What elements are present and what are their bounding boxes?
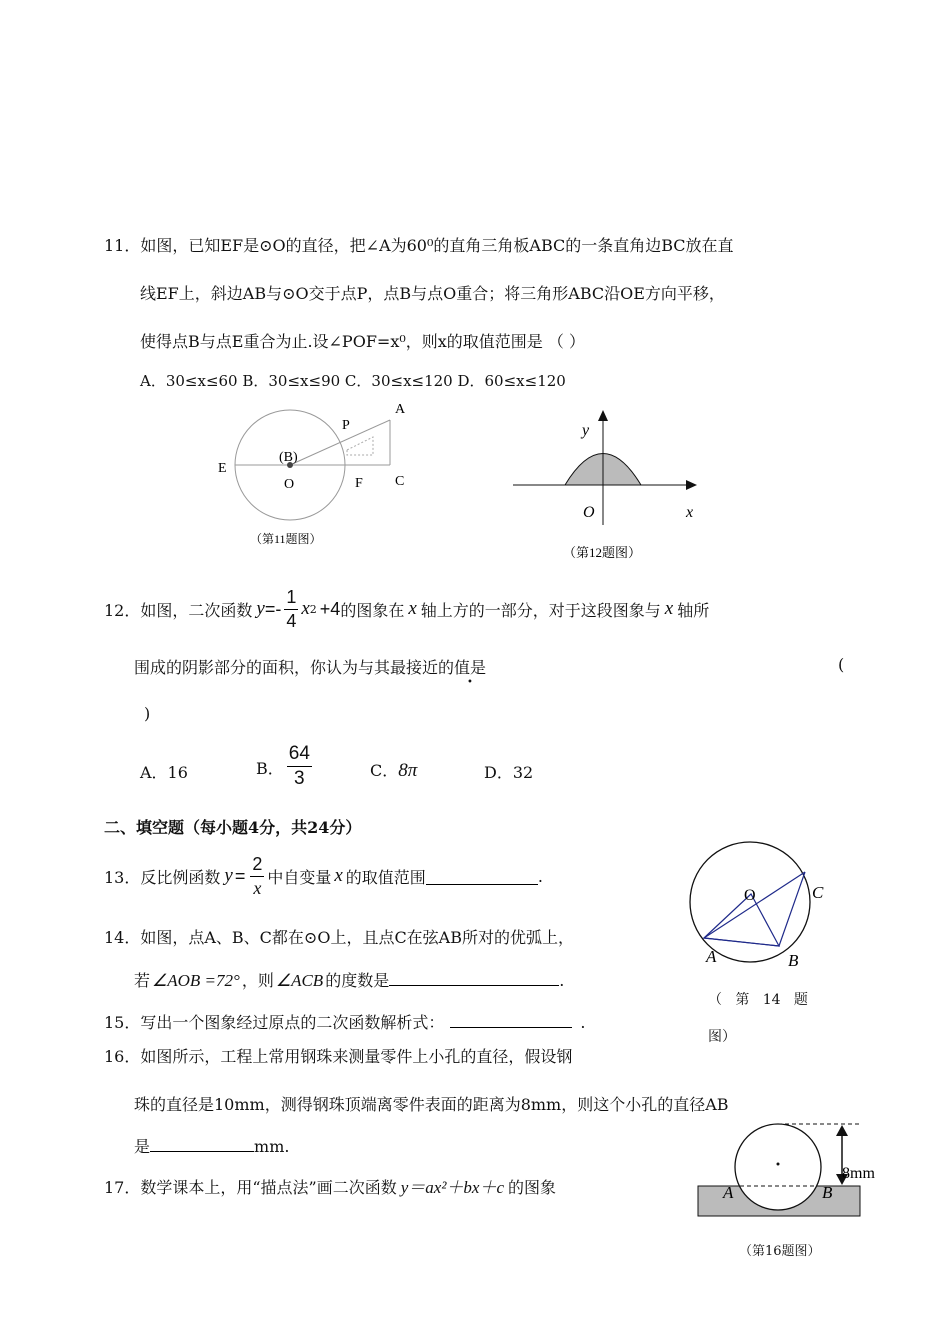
q12-frac-num: 1 xyxy=(284,586,298,610)
q14-angle-aob: ∠AOB =72° xyxy=(152,971,240,990)
q12-mid: 的图象在 xyxy=(340,600,405,620)
q12-opt-c: C． xyxy=(370,761,399,780)
q13-answer-blank[interactable] xyxy=(426,868,538,885)
q14-chord-ac xyxy=(704,872,805,938)
q15-line xyxy=(104,1010,585,1033)
q16-figure xyxy=(690,1118,890,1223)
q14-mid: ，则 xyxy=(241,971,274,990)
q16-line2: 珠的直径是10mm，测得钢珠顶端离零件表面的距离为8mm，则这个小孔的直径AB xyxy=(134,1095,729,1114)
q12-emphasis-dot: • xyxy=(467,677,473,688)
q16-label-b: B xyxy=(822,1183,833,1202)
q16-caption: （第16题图） xyxy=(739,1244,821,1259)
q12-label-y: y xyxy=(582,422,590,439)
q14-pre: 若 xyxy=(134,971,151,990)
q11-figure xyxy=(205,395,425,555)
q14-line1: 14．如图，点A、B、C都在⊙O上，且点C在弦AB所对的优弧上， xyxy=(104,928,574,947)
q14-period: . xyxy=(559,971,565,990)
q12-plus4: +4 xyxy=(319,598,341,619)
q12-figure xyxy=(505,405,710,565)
q13-line xyxy=(104,853,543,899)
q16-answer-blank[interactable] xyxy=(150,1137,254,1152)
q11-options: A．30≤x≤60 B．30≤x≤90 C．30≤x≤120 D．60≤x≤120 xyxy=(140,372,566,390)
q15-text: 15．写出一个图象经过原点的二次函数解析式： xyxy=(104,1013,445,1032)
q12-x-axis2: x xyxy=(664,598,674,619)
q13-fraction xyxy=(250,853,264,899)
q12-paren-open: ( xyxy=(838,655,845,674)
q14-label-b: B xyxy=(788,951,799,970)
q12-sup: 2 xyxy=(309,602,317,616)
q12-x: x xyxy=(301,598,310,619)
q12-line2: 围成的阴影部分的面积，你认为与其最接近的值是 xyxy=(134,658,487,677)
q11-line3: 使得点B与点E重合为止.设∠POF=x⁰，则x的取值范围是 （ ） xyxy=(140,332,585,351)
section2-heading: 二、填空题（每小题4分，共24分） xyxy=(104,818,362,837)
q12-opt-c-wrap xyxy=(370,758,417,782)
q12-line1 xyxy=(104,586,709,632)
q11-dashed-rect xyxy=(347,437,373,455)
q14-figure xyxy=(680,832,840,987)
q12-opt-a: A．16 xyxy=(140,763,188,782)
q14-caption-1: （ 第 14 题 xyxy=(708,992,808,1008)
q12-prefix: 12．如图，二次函数 xyxy=(104,600,253,620)
q12-opt-b-num: 64 xyxy=(287,742,312,767)
q14-chord-ab xyxy=(704,938,779,946)
q11-caption: （第11题图） xyxy=(250,532,322,546)
q13-den: x xyxy=(253,877,262,898)
q14-label-a: A xyxy=(706,947,717,966)
q17-line xyxy=(104,1173,556,1198)
q14-line2 xyxy=(134,968,564,991)
q12-y: y xyxy=(256,598,265,619)
q12-label-o: O xyxy=(583,504,595,521)
q14-label-o: O xyxy=(744,887,756,904)
q16-line3 xyxy=(134,1134,289,1157)
q12-opt-b-wrap xyxy=(256,742,315,791)
q11-line1: 11．如图，已知EF是⊙O的直径，把∠A为60⁰的直角三角板ABC的一条直角边BC放在直 xyxy=(104,236,734,255)
q14-caption-2: 图） xyxy=(708,1029,736,1045)
q12-opt-b-den: 3 xyxy=(294,767,305,789)
q11-label-p: P xyxy=(342,418,350,433)
q12-frac-den: 4 xyxy=(286,610,297,631)
q17-end: 的图象 xyxy=(508,1178,557,1197)
q15-period: . xyxy=(580,1013,586,1032)
q13-period: . xyxy=(537,866,543,886)
q17-prefix: 17．数学课本上，用“描点法”画二次函数 xyxy=(104,1178,397,1197)
q13-x: x xyxy=(334,865,343,886)
q12-x-axis1: x xyxy=(408,598,417,619)
q16-ball xyxy=(735,1124,821,1210)
q12-y-arrow xyxy=(598,410,608,421)
q13-y: y xyxy=(224,865,233,886)
q14-angle-acb: ∠ACB xyxy=(275,971,324,990)
q13-num: 2 xyxy=(250,853,264,877)
q14-answer-blank[interactable] xyxy=(389,971,559,986)
q11-line2: 线EF上，斜边AB与⊙O交于点P，点B与点O重合；将三角形ABC沿OE方向平移， xyxy=(140,284,725,303)
q13-eq: = xyxy=(234,865,246,886)
q12-mid2: 轴上方的一部分，对于这段图象与 xyxy=(420,600,661,620)
q11-label-e: E xyxy=(218,461,227,476)
q11-label-b: (B) xyxy=(279,450,298,465)
q14-label-c: C xyxy=(812,883,824,902)
q16-end: mm. xyxy=(254,1137,290,1156)
q12-label-x: x xyxy=(686,504,694,521)
q14-chord-bc xyxy=(779,872,805,946)
q11-label-a: A xyxy=(395,402,406,417)
q12-opt-c-val: 8π xyxy=(398,760,418,781)
q17-formula: y＝ax²＋bx＋c xyxy=(400,1178,505,1197)
q15-answer-blank[interactable] xyxy=(450,1013,572,1028)
q12-opt-d: D．32 xyxy=(484,763,534,782)
q16-line1: 16．如图所示，工程上常用钢珠来测量零件上小孔的直径，假设钢 xyxy=(104,1047,573,1066)
q12-opt-b: B． xyxy=(256,758,284,778)
q12-opt-b-frac xyxy=(287,742,312,791)
q12-x-arrow xyxy=(686,480,697,490)
q12-end: 轴所 xyxy=(677,600,710,620)
q11-hypotenuse xyxy=(290,420,390,465)
q11-label-o: O xyxy=(284,477,295,492)
q12-eq: =- xyxy=(264,598,282,619)
q12-fraction xyxy=(284,586,298,632)
q12-caption: （第12题图） xyxy=(563,545,642,560)
q11-label-c: C xyxy=(395,474,405,489)
q16-label-a: A xyxy=(723,1183,734,1202)
q13-mid: 中自变量 xyxy=(267,867,332,887)
q16-dim-arrow-up xyxy=(836,1125,848,1136)
q16-label-dim: 8mm xyxy=(842,1165,875,1182)
q14-end: 的度数是 xyxy=(325,971,390,990)
q12-paren-close: ) xyxy=(144,704,151,723)
q16-pre: 是 xyxy=(134,1137,151,1156)
q14-triangle-aob xyxy=(704,894,779,946)
q16-center-dot xyxy=(777,1163,780,1166)
q13-end: 的取值范围 xyxy=(345,867,426,887)
q11-label-f: F xyxy=(355,476,363,491)
q13-prefix: 13．反比例函数 xyxy=(104,867,221,887)
